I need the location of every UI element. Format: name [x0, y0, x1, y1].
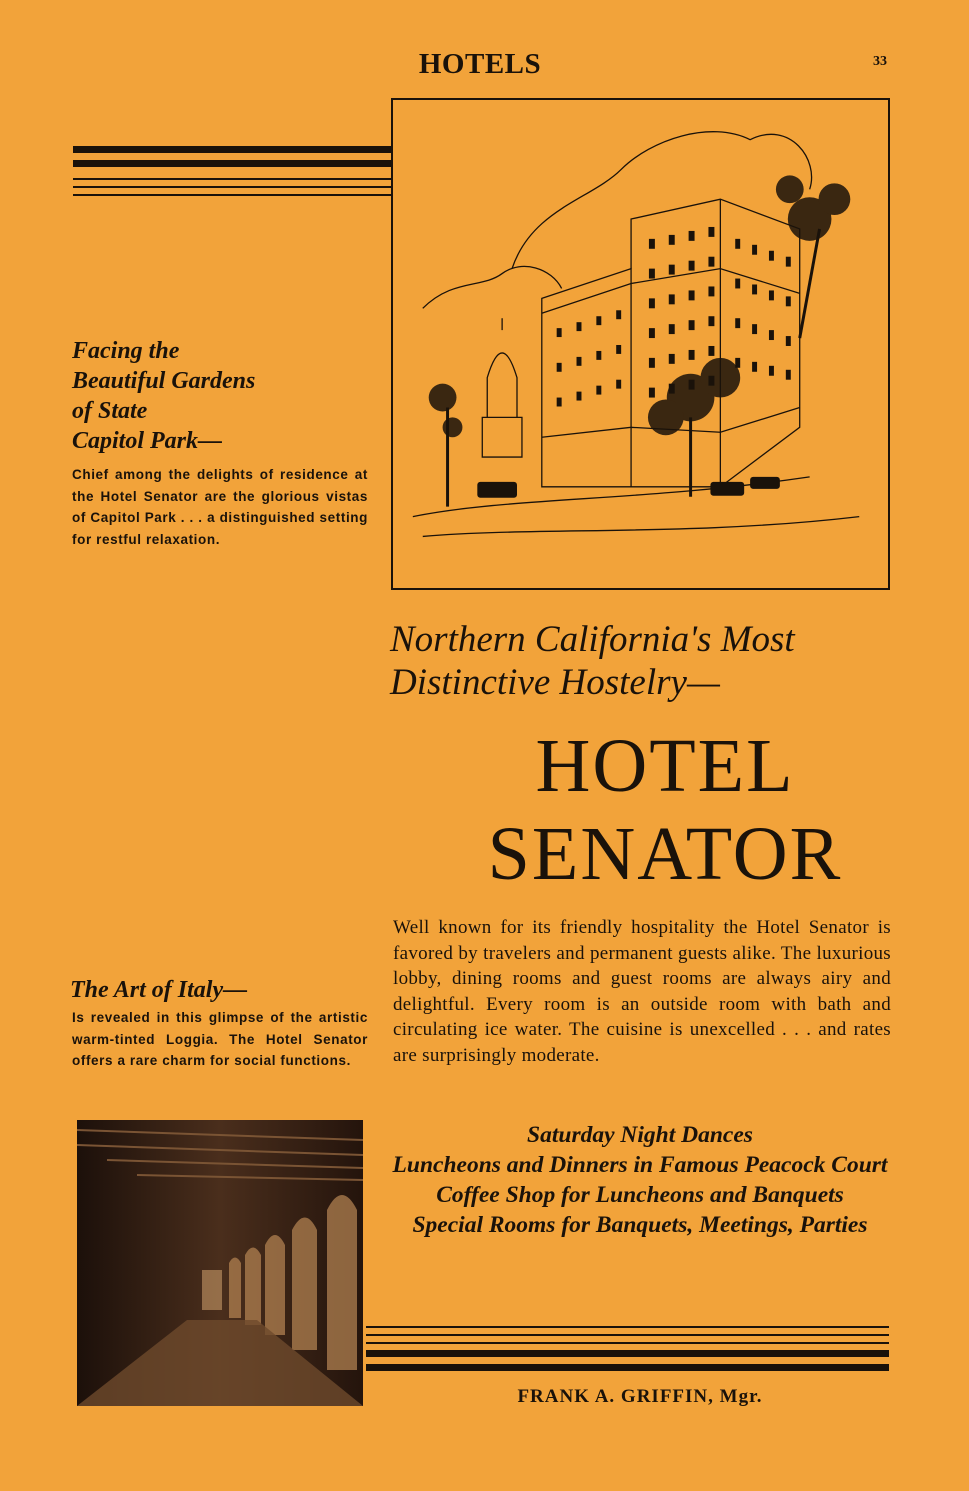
loggia-arches-image [77, 1120, 363, 1406]
loggia-photo [77, 1120, 363, 1406]
manager-credit: FRANK A. GRIFFIN, Mgr. [517, 1386, 763, 1407]
italy-heading: The Art of Italy— [70, 977, 248, 1003]
hotel-name: HOTEL SENATOR [487, 724, 843, 896]
hotel-description: Well known for its friendly hospitality the Hotel Senator is favored by travelers and permanent guests alike. The luxurious lobby, dining rooms and guest rooms are always airy and delightful. Every room is an outside room with bath and circulating ice water. The cuisine is unexcelled . . . and rates are surprisingly moderate. [393, 917, 891, 1066]
feature-item: Luncheons and Dinners in Famous Peacock Court [392, 1152, 888, 1178]
gardens-heading: Facing the Beautiful Gardens of State Capitol Park— [72, 338, 256, 454]
feature-item: Coffee Shop for Luncheons and Banquets [436, 1182, 844, 1208]
gardens-body: Chief among the delights of residence at the Hotel Senator are the glorious vistas of Capitol Park . . . a distinguished setting for restful relaxation. [72, 467, 368, 547]
features-list [389, 1120, 891, 1240]
italy-body: Is revealed in this glimpse of the artistic warm-tinted Loggia. The Hotel Senator offers a rare charm for social functions. [72, 1010, 368, 1068]
hotel-building-drawing [393, 100, 888, 588]
hotel-illustration [391, 98, 890, 590]
feature-item: Saturday Night Dances [527, 1122, 753, 1148]
tagline: Northern California's Most Distinctive Hostelry— [390, 619, 795, 703]
page-number: 33 [873, 54, 887, 69]
feature-item: Special Rooms for Banquets, Meetings, Parties [412, 1212, 868, 1238]
section-title: HOTELS [418, 48, 542, 80]
